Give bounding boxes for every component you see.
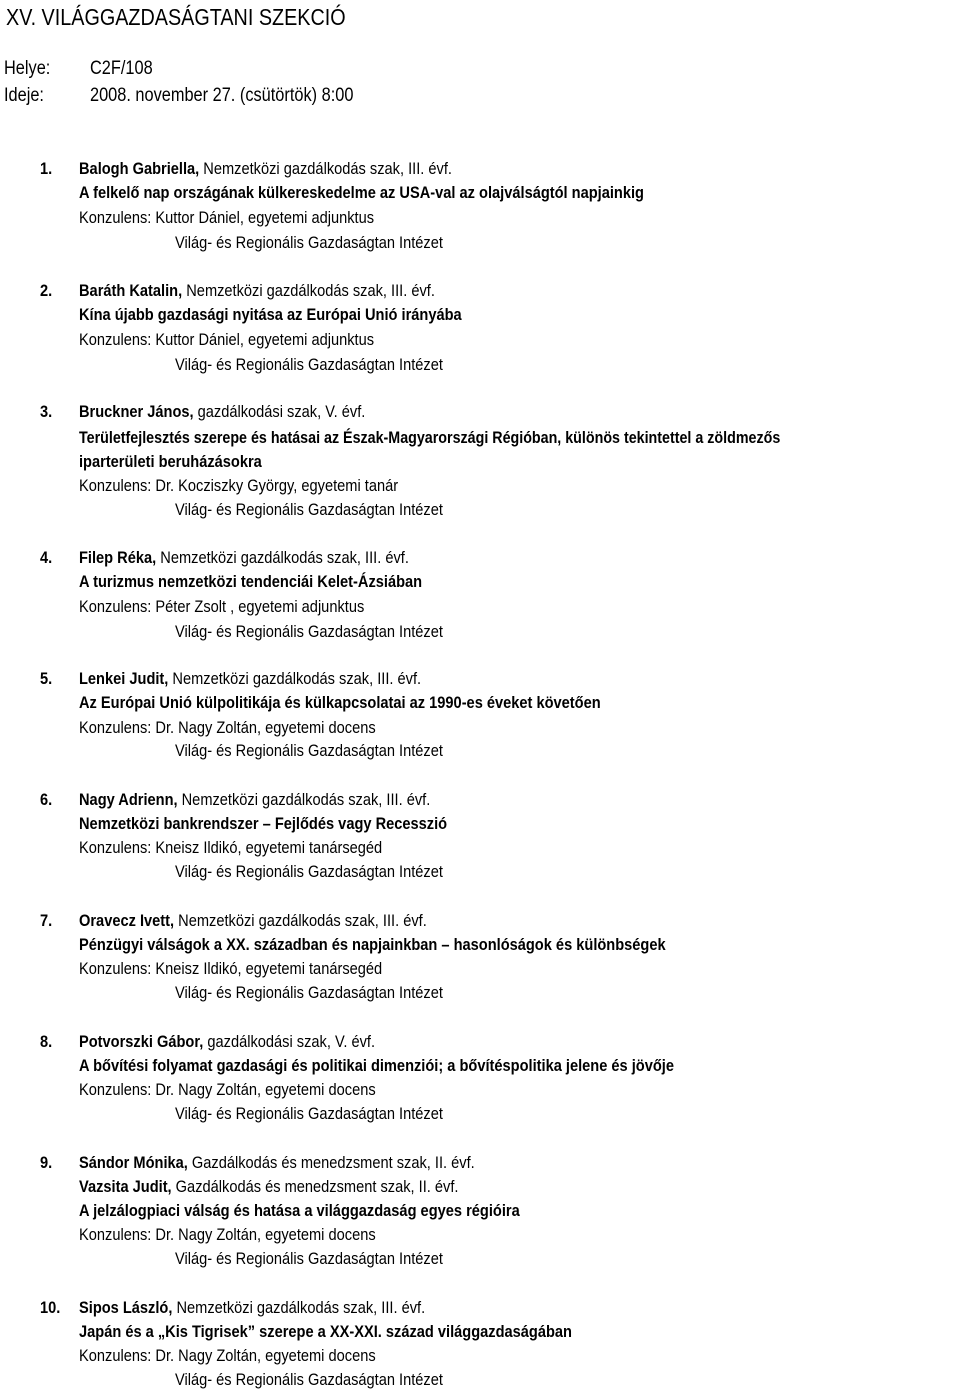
entry-number: 8.: [40, 1032, 53, 1051]
presentation-title: Pénzügyi válságok a XX. században és napjainkban – hasonlóságok és különbségek: [79, 935, 666, 954]
consultant-label: Konzulens:: [79, 718, 152, 737]
consultant-line: [79, 206, 422, 230]
consultant-name: Kuttor Dániel, egyetemi adjunktus: [155, 208, 375, 227]
consultant-label: Konzulens:: [79, 208, 152, 227]
place-label: Helye:: [4, 58, 51, 79]
entry-number: 10.: [40, 1298, 61, 1317]
presentation-title: A turizmus nemzetközi tendenciái Kelet-Ázsiában: [79, 572, 423, 591]
presenter-line: [79, 667, 477, 691]
entry-number: 7.: [40, 911, 53, 930]
presenter-program: Nemzetközi gazdálkodás szak, III. évf.: [168, 669, 422, 688]
consultant-label: Konzulens:: [79, 476, 152, 495]
presenter-program: Nemzetközi gazdálkodás szak, III. évf.: [172, 1298, 426, 1317]
entry-number: 6.: [40, 790, 53, 809]
presentation-title: Japán és a „Kis Tigrisek” szerepe a XX-XXI. század világgazdaságában: [79, 1322, 572, 1341]
presenter-name: Lenkei Judit,: [79, 669, 169, 688]
presenter-name: Sándor Mónika,: [79, 1153, 188, 1172]
time-value: 2008. november 27. (csütörtök) 8:00: [90, 85, 354, 106]
consultant-label: Konzulens:: [79, 959, 152, 978]
entry-number: 9.: [40, 1153, 53, 1172]
entry-number: 1.: [40, 159, 53, 178]
presentation-title: Területfejlesztés szerepe és hatásai az Észak-Magyarországi Régióban, különös tekintettel a zöldmezős: [79, 428, 781, 447]
presentation-title: Nemzetközi bankrendszer – Fejlődés vagy Recesszió: [79, 814, 448, 833]
consultant-line: [79, 328, 422, 352]
presenter-line: [79, 909, 483, 933]
institute-line: Világ- és Regionális Gazdaságtan Intézet: [175, 862, 443, 881]
presenter-name: Potvorszki Gábor,: [79, 1032, 204, 1051]
consultant-name: Dr. Nagy Zoltán, egyetemi docens: [155, 718, 376, 737]
institute-line: Világ- és Regionális Gazdaságtan Intézet: [175, 741, 443, 760]
presenter-line: [79, 1296, 482, 1320]
entry-number: 4.: [40, 548, 53, 567]
presenter-name: Filep Réka,: [79, 548, 157, 567]
presenter-program: Nemzetközi gazdálkodás szak, III. évf.: [177, 790, 431, 809]
consultant-line: [79, 957, 432, 981]
consultant-label: Konzulens:: [79, 838, 152, 857]
consultant-label: Konzulens:: [79, 1080, 152, 1099]
presenter-program: gazdálkodási szak, V. évf.: [203, 1032, 376, 1051]
presenter-name: Nagy Adrienn,: [79, 790, 178, 809]
presenter-program: Nemzetközi gazdálkodás szak, III. évf.: [156, 548, 409, 567]
presenter-program: Gazdálkodás és menedzsment szak, II. évf.: [187, 1153, 475, 1172]
entry-number: 5.: [40, 669, 53, 688]
time-label: Ideje:: [4, 85, 44, 106]
presentation-title: A bővítési folyamat gazdasági és politikai dimenziói; a bővítéspolitika jelene és jövője: [79, 1056, 674, 1075]
presenter-line-2: [79, 1175, 520, 1199]
presenter-program: Nemzetközi gazdálkodás szak, III. évf.: [199, 159, 452, 178]
presenter-program: Nemzetközi gazdálkodás szak, III. évf.: [174, 911, 427, 930]
consultant-label: Konzulens:: [79, 597, 152, 616]
presentation-title: Kína újabb gazdasági nyitása az Európai Unió irányába: [79, 305, 462, 324]
presenter-name: Baráth Katalin,: [79, 281, 183, 300]
institute-line: Világ- és Regionális Gazdaságtan Intézet: [175, 1249, 443, 1268]
consultant-line: [79, 836, 432, 860]
consultant-line: [79, 1344, 424, 1368]
institute-line: Világ- és Regionális Gazdaságtan Intézet: [175, 500, 443, 519]
presenter-program: Nemzetközi gazdálkodás szak, III. évf.: [182, 281, 435, 300]
presentation-title: A felkelő nap országának külkereskedelme az USA-val az olajválságtól napjainkig: [79, 183, 644, 202]
institute-line: Világ- és Regionális Gazdaságtan Intézet: [175, 622, 443, 641]
presenter-line: [79, 546, 463, 570]
consultant-line: [79, 595, 411, 619]
institute-line: Világ- és Regionális Gazdaságtan Intézet: [175, 355, 443, 374]
presentation-title: Az Európai Unió külpolitikája és külkapcsolatai az 1990-es éveket követően: [79, 693, 601, 712]
presenter-line: [79, 1030, 423, 1054]
consultant-line: [79, 716, 424, 740]
consultant-label: Konzulens:: [79, 330, 152, 349]
consultant-name: Dr. Nagy Zoltán, egyetemi docens: [155, 1346, 376, 1365]
consultant-name: Kneisz Ildikó, egyetemi tanársegéd: [155, 959, 383, 978]
presenter-line: [79, 1151, 539, 1175]
presentation-title-continued: iparterületi beruházásokra: [79, 452, 262, 471]
consultant-name: Kuttor Dániel, egyetemi adjunktus: [155, 330, 375, 349]
consultant-label: Konzulens:: [79, 1225, 152, 1244]
presenter-program: gazdálkodási szak, V. évf.: [193, 402, 366, 421]
presenter-name-2: Vazsita Judit,: [79, 1177, 172, 1196]
consultant-line: [79, 1223, 424, 1247]
presentation-title: A jelzálogpiaci válság és hatása a világgazdaság egyes régióira: [79, 1201, 520, 1220]
consultant-name: Dr. Nagy Zoltán, egyetemi docens: [155, 1225, 376, 1244]
institute-line: Világ- és Regionális Gazdaságtan Intézet: [175, 233, 443, 252]
presenter-name: Balogh Gabriella,: [79, 159, 200, 178]
institute-line: Világ- és Regionális Gazdaságtan Intézet: [175, 983, 443, 1002]
presenter-line: [79, 400, 412, 424]
presenter-line: [79, 279, 493, 303]
presenter-line: [79, 157, 513, 181]
place-value: C2F/108: [90, 58, 153, 79]
entry-number: 3.: [40, 402, 53, 421]
consultant-name: Péter Zsolt , egyetemi adjunktus: [155, 597, 365, 616]
presenter-line: [79, 788, 487, 812]
presenter-program-2: Gazdálkodás és menedzsment szak, II. évf.: [171, 1177, 459, 1196]
presenter-name: Oravecz Ivett,: [79, 911, 175, 930]
consultant-name: Dr. Nagy Zoltán, egyetemi docens: [155, 1080, 376, 1099]
consultant-name: Dr. Kocziszky György, egyetemi tanár: [155, 476, 399, 495]
consultant-line: [79, 474, 450, 498]
consultant-line: [79, 1078, 424, 1102]
presenter-name: Bruckner János,: [79, 402, 194, 421]
institute-line: Világ- és Regionális Gazdaságtan Intézet: [175, 1104, 443, 1123]
entry-number: 2.: [40, 281, 53, 300]
presenter-name: Sipos László,: [79, 1298, 173, 1317]
institute-line: Világ- és Regionális Gazdaságtan Intézet: [175, 1370, 443, 1389]
consultant-name: Kneisz Ildikó, egyetemi tanársegéd: [155, 838, 383, 857]
consultant-label: Konzulens:: [79, 1346, 152, 1365]
section-title: XV. VILÁGGAZDASÁGTANI SZEKCIÓ: [6, 4, 346, 30]
